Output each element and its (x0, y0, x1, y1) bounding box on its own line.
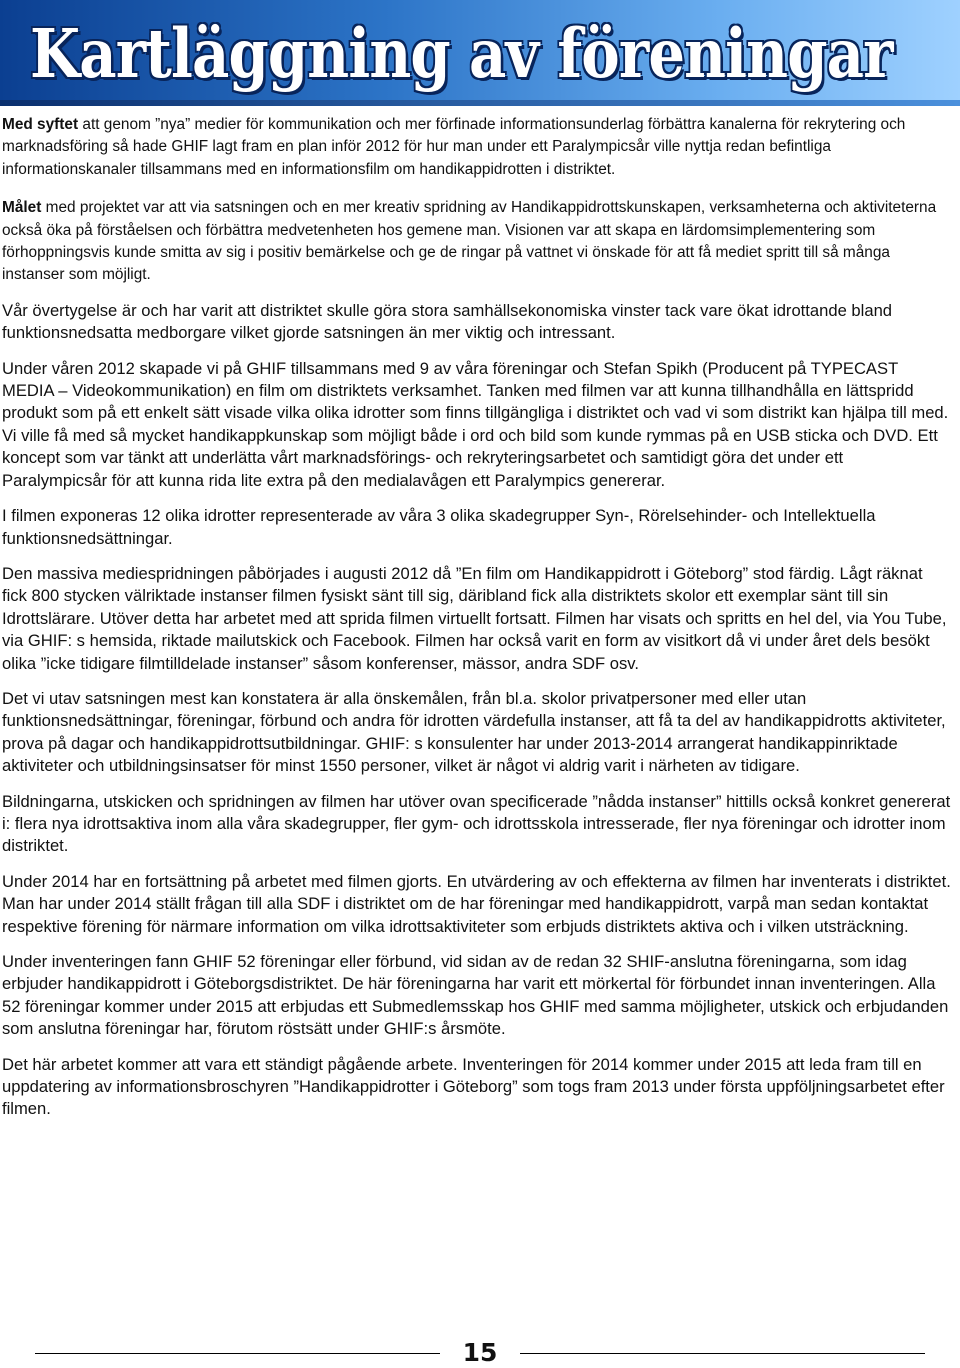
footer-rule-left (35, 1353, 440, 1354)
paragraph: I filmen exponeras 12 olika idrotter representerade av våra 3 olika skadegrupper Syn-, Rörelsehinder- och Intellektuella funktionsnedsättningar. (2, 506, 876, 548)
paragraph-text: med projektet var att via satsningen och en mer kreativ spridning av Handikappidrottskunskapen, verksamheterna och aktiviteterna också öka på förståelsen och förbättra medvetenheten hos gemene man. Visionen var att skapa en lärdomsimplementering som förhoppningsvis kunde smitta av sig i positiv bemärkelse och ge de ringar på vattnet vi önskade för att få mediet spritt till så många instanser som möjligt. (2, 199, 937, 284)
paragraph: Under 2014 har en fortsättning på arbetet med filmen gjorts. En utvärdering av och effekterna av filmen har inventerats i distriktet. Man har under 2014 ställt frågan till alla SDF i distriktet om de har föreningar med handikappidrott, varpå man sedan kontaktat respektive förening för närmare information om vilka idrottsaktiviteter som erbjuds distriktets aktiva och i vilken utsträckning. (2, 871, 951, 936)
paragraph: Under inventeringen fann GHIF 52 föreningar eller förbund, vid sidan av de redan 32 SHIF-anslutna föreningarna, som idag erbjuder handikappidrott i Göteborgsdistriktet. De här föreningarna har varit ett mörkertal för förbundet innan inventeringen. Alla 52 föreningar kommer under 2015 att erbjudas ett Submedlemsskap hos GHIF med samma möjligheter, utskick och erbjudanden som anslutna föreningar har, förutom röstsätt under GHIF:s årsmöte. (2, 952, 949, 1039)
paragraph-text: att genom ”nya” medier för kommunikation och mer förfinade informationsunderlag förbättra kanalerna för rekrytering och marknadsföring så hade GHIF lagt fram en plan inför 2012 för hur man under ett Paralympicsår ville nyttja redan befintliga informationskanaler tillsammans med en informationsfilm om handikappidrotten i distriktet. (2, 116, 906, 178)
footer-rule-right (520, 1353, 925, 1354)
lead-word: Med syftet (2, 116, 79, 133)
paragraph: Den massiva mediespridningen påbörjades i augusti 2012 då ”En film om Handikappidrott i Göteborg” stod färdig. Lågt räknat fick 800 stycken välriktade instanser filmen fysiskt sänt till sig, däribland fick alla distriktets skolor ett exemplar sänt till sin Idrottslärare. Utöver detta har arbetet med att sprida filmen virtuellt fortsatt. Filmen har visats och spritts en hel del, via You Tube, via GHIF: s hemsida, riktade mailutskick och Facebook. Filmen har också varit en form av visitkort då vi under året dels besökt olika ”icke tidigare filmtilldelade instanser” såsom konferenser, mässor, andra SDF osv. (2, 563, 947, 673)
page-title: Kartläggning av föreningar (30, 14, 893, 93)
paragraph: Vår övertygelse är och har varit att distriktet skulle göra stora samhällsekonomiska vinster tack vare ökat idrottande bland funktionsnedsatta medborgare vilket gjorde satsningen än mer viktig och intressant. (2, 300, 893, 343)
page-number: 15 (462, 1338, 498, 1367)
paragraph: Under våren 2012 skapade vi på GHIF tillsammans med 9 av våra föreningar och Stefan Spikh (Producent på TYPECAST MEDIA – Videokommunikation) en film om distriktets verksamhet. Tanken med filmen var att kunna tillhandhålla en lättspridd produkt som på ett enkelt sätt visade vilka olika idrotter som finns tillgängliga i distriktet och vad vi som distrikt kan hjälpa till med. Vi ville få med så mycket handikappkunskap som möjligt både i ord och bild som kunde rymmas på en USB sticka och DVD. Ett koncept som var tänkt att underlätta vårt marknadsförings- och rekryteringsarbetet och samtidigt göra det under ett Paralympicsår för att kunna rida lite extra på den medialavågen ett Paralympics genererar. (2, 358, 949, 490)
paragraph: Det här arbetet kommer att vara ett ständigt pågående arbete. Inventeringen för 2014 kommer under 2015 att leda fram till en uppdatering av informationsbroschyren ”Handikappidrotter i Göteborg” som togs fram 2013 under första uppföljningsarbetet efter filmen. (2, 1054, 945, 1119)
goal-paragraph (2, 197, 952, 287)
intro-paragraph (2, 114, 952, 181)
paragraph: Bildningarna, utskicken och spridningen av filmen har utöver ovan specificerade ”nådda instanser” hittills också konkret genererat i: flera nya idrottsaktiva inom alla våra skadegrupper, fler gym- och idrottsskola intresserade, fler nya föreningar och idrotter inom distriktet. (2, 791, 951, 856)
paragraph: Det vi utav satsningen mest kan konstatera är alla önskemålen, från bl.a. skolor privatpersoner med eller utan funktionsnedsättningar, föreningar, förbund och andra för idrotten värdefulla instanser, att få ta del av handikappidrotts aktiviteter, prova på dagar och handikappidrottsutbildningar. GHIF: s konsulenter har under 2013-2014 arrangerat handikappinriktade aktiviteter och utbildningsinsatser för minst 1550 personer, vilket är något vi aldrig varit i närheten av tidigare. (2, 688, 946, 776)
lead-word: Målet (2, 199, 42, 217)
header-banner (0, 0, 960, 106)
article-body (2, 114, 952, 1134)
